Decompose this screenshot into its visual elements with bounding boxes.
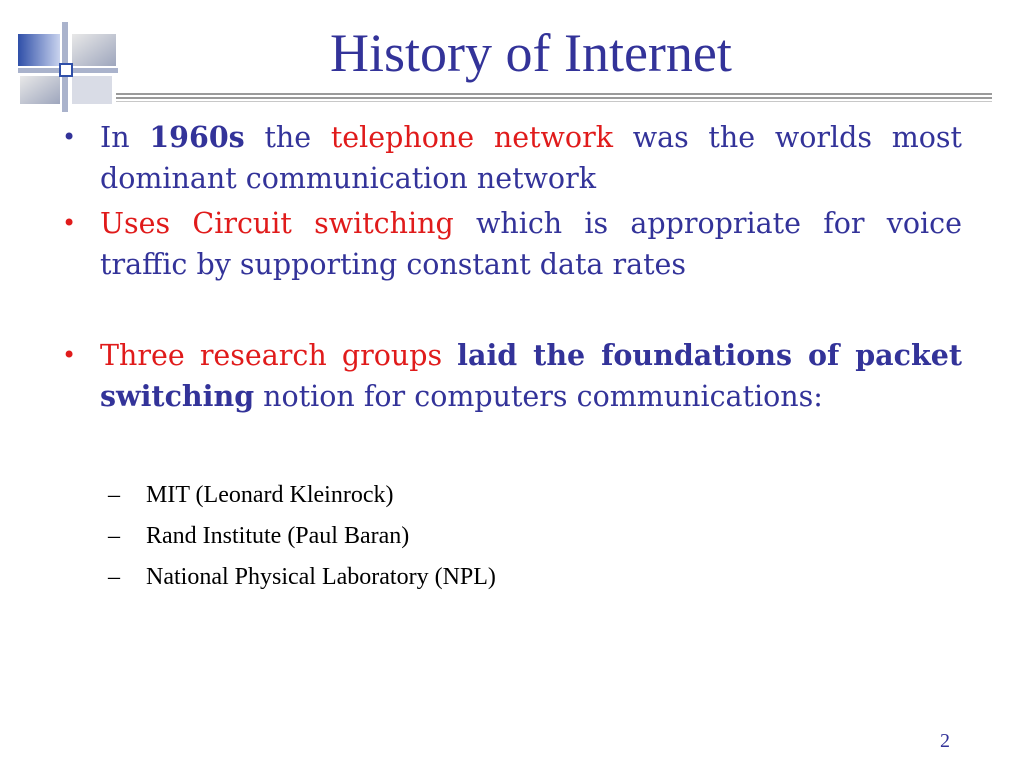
bullet-item <box>62 335 962 417</box>
bullet-highlight: Uses Circuit switching <box>100 207 454 240</box>
dash-icon: – <box>108 523 120 549</box>
bullet-text: was the worlds most dominant communication network <box>100 121 962 195</box>
sub-bullet-list <box>108 475 968 598</box>
sub-bullet-text: Rand Institute (Paul Baran) <box>146 523 410 549</box>
sub-bullet-item <box>108 475 968 516</box>
page-number: 2 <box>940 730 950 752</box>
dash-icon: – <box>108 564 120 590</box>
bullet-text: the <box>244 121 331 154</box>
bullet-emphasis: laid the foundations of packet switching <box>100 338 962 413</box>
bullet-icon: • <box>62 341 77 369</box>
slide-logo-icon <box>18 22 118 112</box>
bullet-highlight: telephone network <box>330 121 613 154</box>
bullet-item <box>62 203 962 285</box>
bullet-text: notion for computers communications: <box>254 380 823 413</box>
title-divider <box>116 93 992 103</box>
bullet-icon: • <box>62 123 77 151</box>
bullet-list <box>62 117 962 421</box>
sub-bullet-text: MIT (Leonard Kleinrock) <box>146 482 394 508</box>
dash-icon: – <box>108 482 120 508</box>
bullet-item <box>62 117 962 199</box>
sub-bullet-text: National Physical Laboratory (NPL) <box>146 564 496 590</box>
bullet-icon: • <box>62 209 77 237</box>
sub-bullet-item <box>108 516 968 557</box>
bullet-text: In <box>100 121 150 154</box>
sub-bullet-item <box>108 557 968 598</box>
bullet-emphasis: 1960s <box>149 120 245 154</box>
bullet-highlight: Three research groups <box>100 339 458 372</box>
slide-title: History of Internet <box>330 23 732 83</box>
bullet-text: which is appropriate for voice traffic by supporting constant data rates <box>100 207 962 281</box>
